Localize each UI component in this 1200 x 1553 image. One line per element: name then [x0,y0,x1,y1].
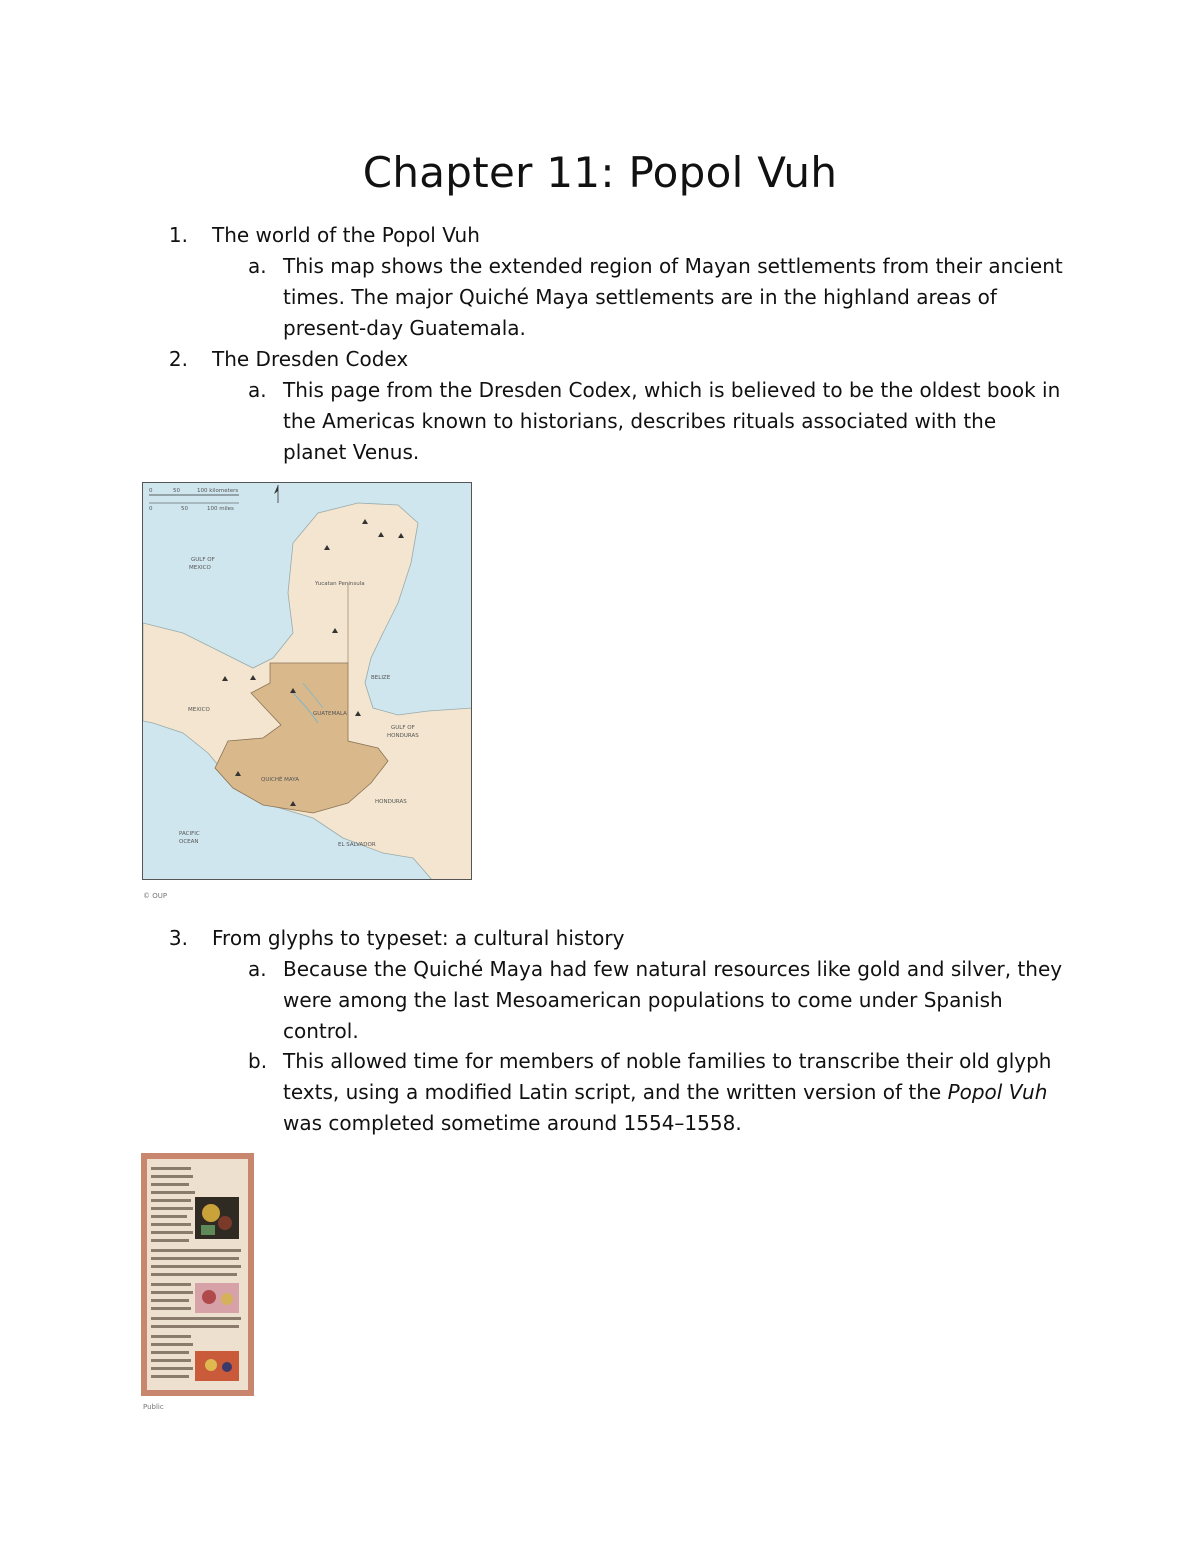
section-heading: The Dresden Codex [212,347,409,371]
label-guatemala: GUATEMALA [313,711,347,717]
item-text: This map shows the extended region of Mayan settlements from their ancient times. The major Quiché Maya settlements are in the highland areas of present-day Guatemala. [283,254,1063,340]
codex-credit: Public [143,1403,164,1411]
label-pacific-1: PACIFIC [179,831,200,837]
label-gulf-mexico-2: MEXICO [189,565,211,571]
scale-km-0: 0 [149,488,153,494]
item-letter: a. [248,957,267,981]
book-title: Popol Vuh [947,1080,1048,1104]
label-belize: BELIZE [371,675,391,681]
label-quiche: QUICHÉ MAYA [261,777,299,783]
item-letter: a. [248,254,267,278]
section-number: 2. [168,347,188,371]
label-el-salvador: EL SALVADOR [338,842,376,848]
item-letter: a. [248,378,267,402]
scale-mi-0: 0 [149,506,153,512]
section-heading: From glyphs to typeset: a cultural history [212,926,625,950]
label-gulf-mexico-1: GULF OF [191,557,215,563]
label-honduras: HONDURAS [375,799,407,805]
codex-graphic [141,1153,254,1396]
dresden-codex-image [141,1153,254,1396]
section-heading: The world of the Popol Vuh [212,223,480,247]
scale-km-50: 50 [173,488,180,494]
label-gulf-honduras-2: HONDURAS [387,733,419,739]
item-text: This allowed time for members of noble families to transcribe their old glyph texts, using a modified Latin script, and the written version of the Popol Vuh was completed sometime around 1554–1558. [283,1049,1052,1135]
label-yucatan: Yucatan Peninsula [315,581,365,587]
label-pacific-2: OCEAN [179,839,199,845]
section-number: 1. [168,223,188,247]
scale-mi-50: 50 [181,506,188,512]
maya-region-map [142,482,472,880]
label-mexico: MEXICO [188,707,210,713]
item-text: This page from the Dresden Codex, which is believed to be the oldest book in the Americas known to historians, describes rituals associated with the planet Venus. [283,378,1061,464]
item-letter: b. [248,1049,268,1073]
section-number: 3. [168,926,188,950]
label-gulf-honduras-1: GULF OF [391,725,415,731]
scale-km-100: 100 kilometers [197,488,239,494]
page-title: Chapter 11: Popol Vuh [362,148,838,197]
map-credit: © OUP [143,892,168,900]
item-text: Because the Quiché Maya had few natural resources like gold and silver, they were among the last Mesoamerican populations to come under Spanish control. [283,957,1063,1043]
scale-mi-100: 100 miles [207,506,234,512]
map-graphic [143,483,472,880]
